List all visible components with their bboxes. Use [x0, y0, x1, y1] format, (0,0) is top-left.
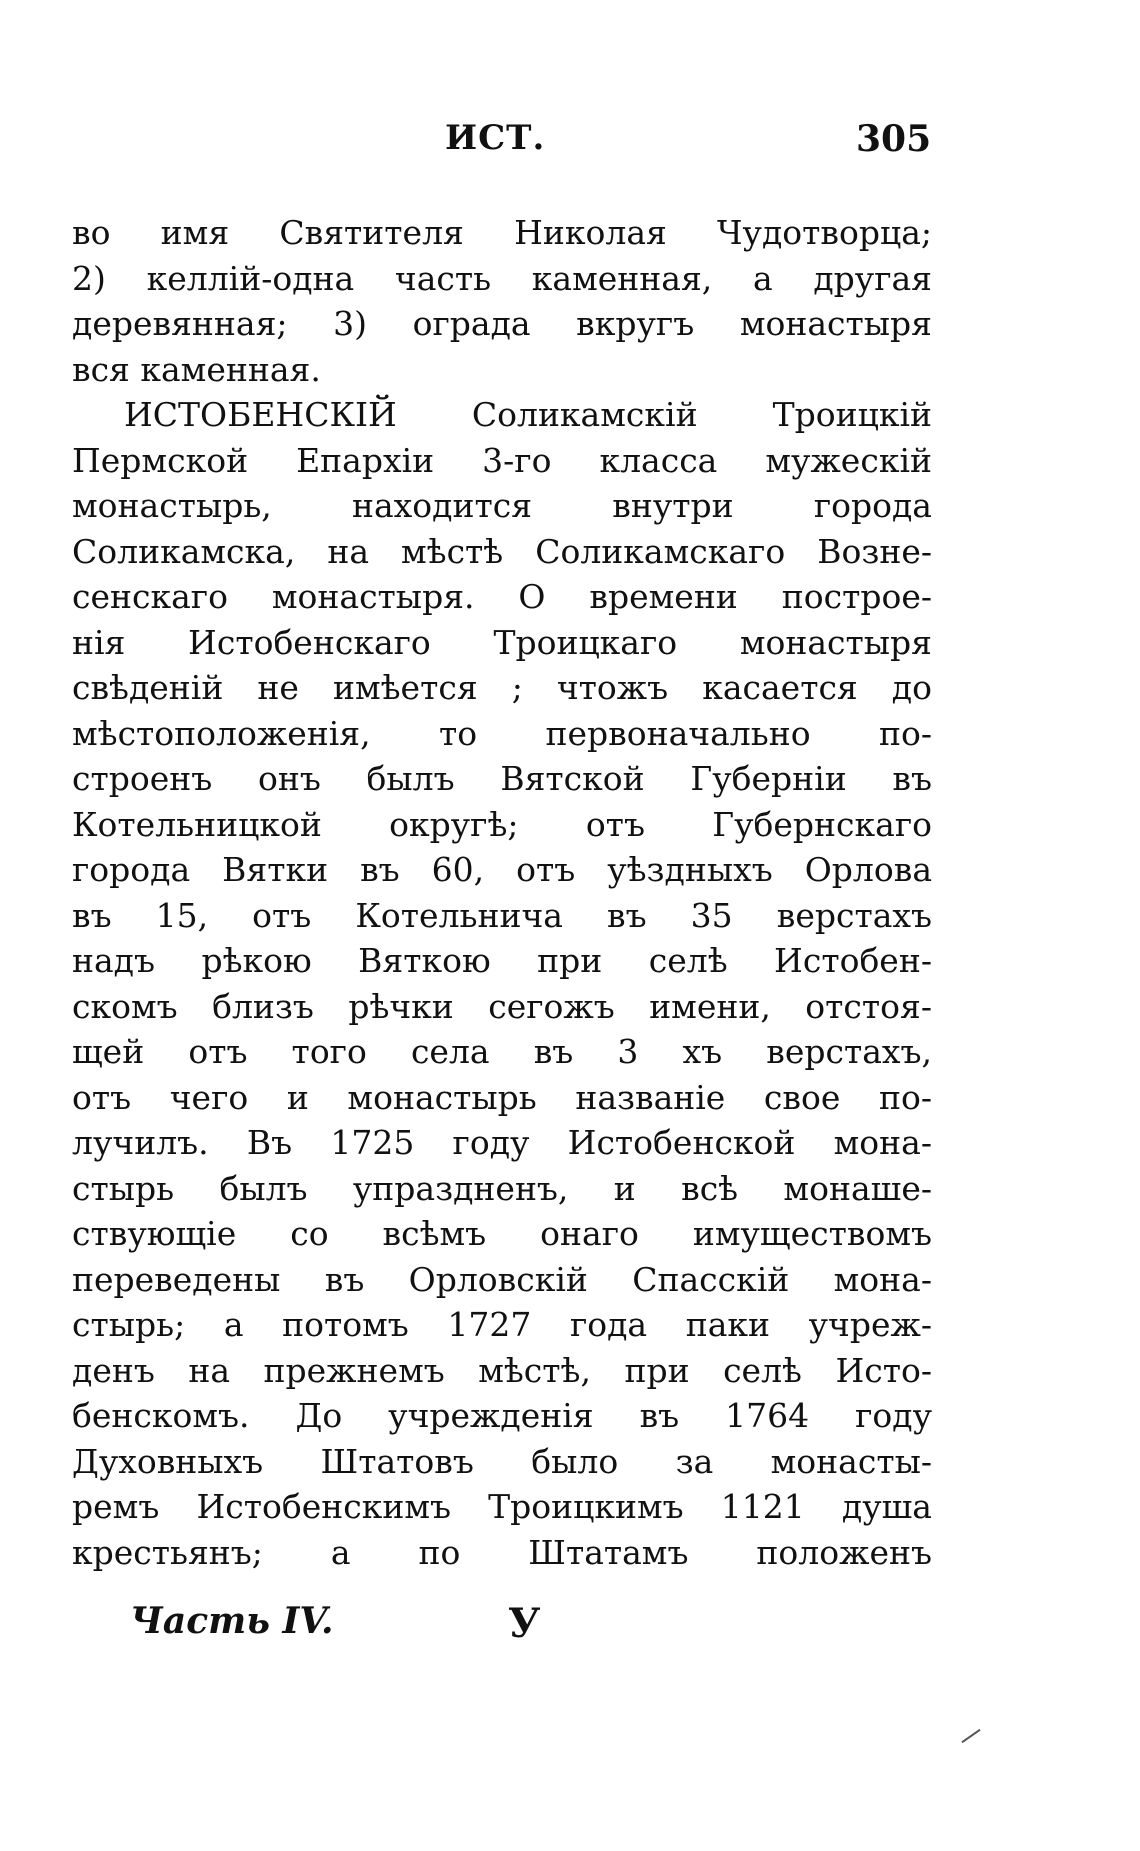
text-line: бенскомъ. До учрежденiя въ 1764 году	[72, 1396, 932, 1435]
text-line: деревянная; 3) ограда вкругъ монастыря	[72, 304, 932, 343]
text-line: города Вятки въ 60, отъ уѣздныхъ Орлова	[72, 850, 932, 889]
text-line: свѣденiй не имѣется ; чтожъ касается до	[72, 668, 932, 707]
text-line: сенскаго монастыря. О времени построе-	[72, 577, 932, 616]
text-line: щей отъ того села въ 3 хъ верстахъ,	[72, 1032, 932, 1071]
text-line: надъ рѣкою Вяткою при селѣ Истобен-	[72, 941, 932, 980]
text-line: отъ чего и монастырь названiе свое по-	[72, 1077, 932, 1117]
text-line: переведены въ Орловскiй Спасскiй мона-	[72, 1259, 932, 1299]
text-line: ремъ Истобенскимъ Троицкимъ 1121 душа	[72, 1487, 932, 1526]
text-line: крестьянъ; а по Штатамъ положенъ	[72, 1532, 932, 1572]
text-line: стырь былъ упраздненъ, и всѣ монаше-	[72, 1168, 932, 1208]
text-line: 2) келлiй-одна часть каменная, а другая	[72, 258, 932, 298]
running-head: ИСТ.	[445, 118, 546, 158]
text-line: стырь; а потомъ 1727 года паки учреж-	[72, 1305, 932, 1344]
entry-heading-line: ИСТОБЕНСКIЙ Соликамскiй Троицкiй	[124, 395, 932, 434]
text-line: монастырь, находится внутри города	[72, 486, 932, 525]
text-line: въ 15, отъ Котельнича въ 35 верстахъ	[72, 895, 932, 935]
ink-speck	[961, 1729, 980, 1743]
signature-mark: Часть IV.	[130, 1600, 334, 1642]
text-line: Котельницкой округѣ; отъ Губернскаго	[72, 804, 932, 844]
text-line: мѣстоположенiя, то первоначально по-	[72, 713, 932, 753]
body-text	[72, 210, 932, 1575]
text-line: во имя Святителя Николая Чудотворца;	[72, 213, 932, 252]
text-line: строенъ онъ былъ Вятской Губернiи въ	[72, 759, 932, 798]
page-number: 305	[856, 118, 932, 160]
text-line: Духовныхъ Штатовъ было за монасты-	[72, 1441, 932, 1481]
text-line: Пермской Епархiи 3-го класса мужескiй	[72, 440, 932, 480]
text-line: вся каменная.	[72, 349, 321, 389]
text-line: скомъ близъ рѣчки сегожъ имени, отстоя-	[72, 986, 932, 1026]
gathering-mark: У	[508, 1600, 541, 1647]
text-line: ствующiе со всѣмъ онаго имуществомъ	[72, 1214, 932, 1253]
text-line: лучилъ. Въ 1725 году Истобенской мона-	[72, 1123, 932, 1162]
text-line: денъ на прежнемъ мѣстѣ, при селѣ Исто-	[72, 1350, 932, 1390]
text-line: нiя Истобенскаго Троицкаго монастыря	[72, 622, 932, 662]
text-line: Соликамска, на мѣстѣ Соликамскаго Возне-	[72, 531, 932, 571]
